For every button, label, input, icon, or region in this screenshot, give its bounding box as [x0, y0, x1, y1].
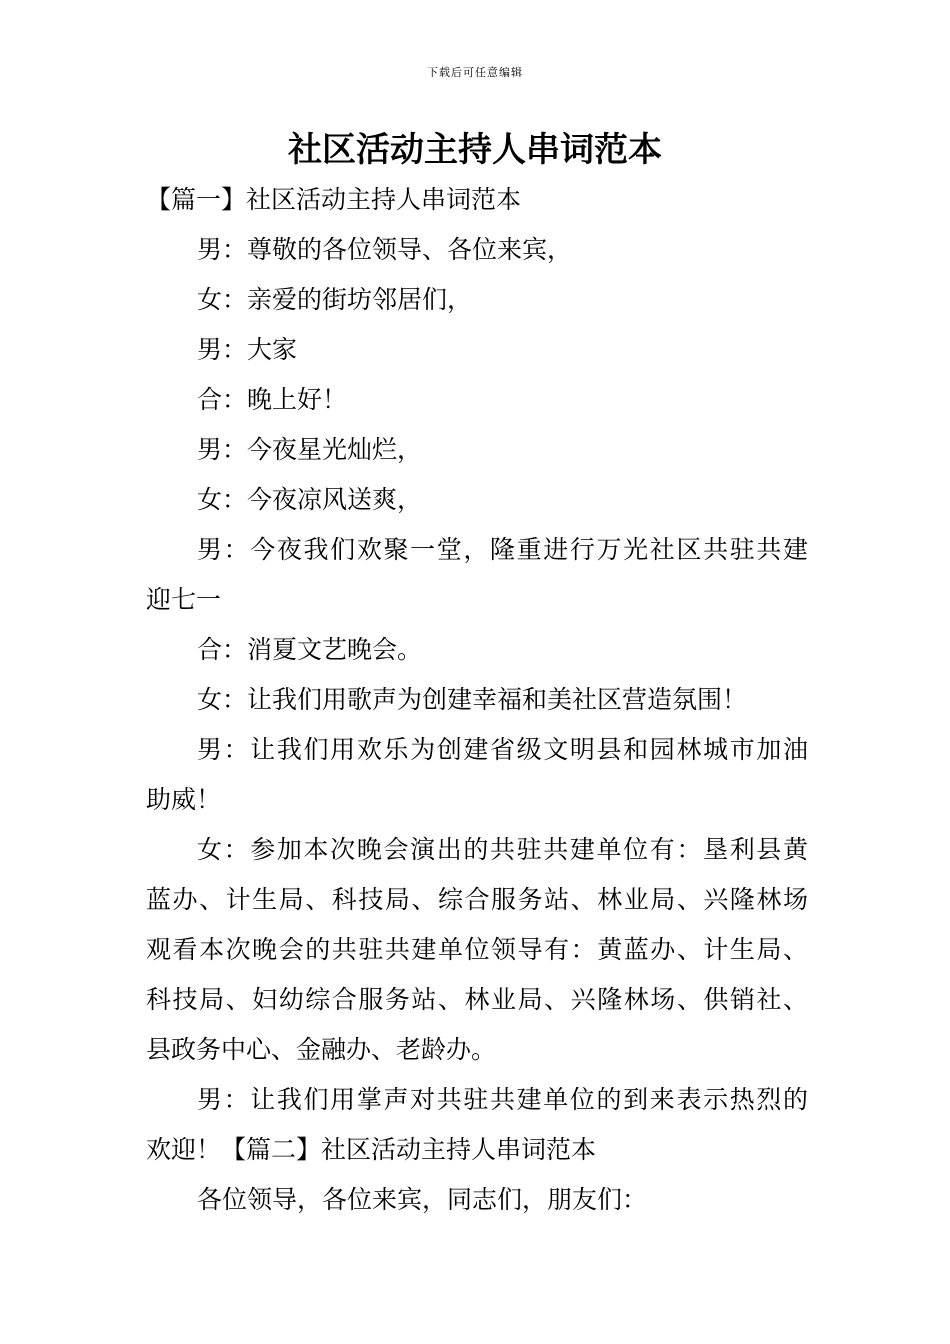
text-line: 助威！: [146, 785, 222, 814]
text-line: 女：今夜凉风送爽，: [197, 485, 423, 514]
text-line: 合：晚上好！: [197, 385, 348, 414]
document-body: [146, 180, 808, 1230]
text-line: 欢迎！【篇二】社区活动主持人串词范本: [146, 1135, 597, 1164]
text-line: 各位领导，各位来宾，同志们，朋友们：: [197, 1185, 648, 1214]
text-line: 男：大家: [197, 335, 298, 364]
header-note: 下载后可任意编辑: [427, 66, 523, 79]
text-line: 男：尊敬的各位领导、各位来宾，: [197, 235, 573, 264]
text-line: 迎七一: [146, 585, 222, 614]
text-line: 男：今夜星光灿烂，: [197, 435, 423, 464]
text-line: 【篇一】社区活动主持人串词范本: [146, 185, 522, 214]
text-line: 合：消夏文艺晚会。: [197, 635, 423, 664]
text-line: 男：今夜我们欢聚一堂，隆重进行万光社区共驻共建: [197, 535, 808, 564]
text-line: 观看本次晚会的共驻共建单位领导有：黄蓝办、计生局、: [146, 935, 808, 964]
text-line: 女：让我们用歌声为创建幸福和美社区营造氛围！: [197, 685, 748, 714]
text-line: 男：让我们用欢乐为创建省级文明县和园林城市加油: [197, 735, 808, 764]
text-line: 科技局、妇幼综合服务站、林业局、兴隆林场、供销社、: [146, 985, 808, 1014]
text-line: 男：让我们用掌声对共驻共建单位的到来表示热烈的: [197, 1085, 808, 1114]
text-line: 蓝办、计生局、科技局、综合服务站、林业局、兴隆林场: [146, 885, 808, 914]
text-line: 女：亲爱的街坊邻居们，: [197, 285, 473, 314]
text-line: 县政务中心、金融办、老龄办。: [146, 1035, 497, 1064]
text-line: 女：参加本次晚会演出的共驻共建单位有：垦利县黄: [197, 835, 808, 864]
document-title: 社区活动主持人串词范本: [288, 130, 662, 170]
